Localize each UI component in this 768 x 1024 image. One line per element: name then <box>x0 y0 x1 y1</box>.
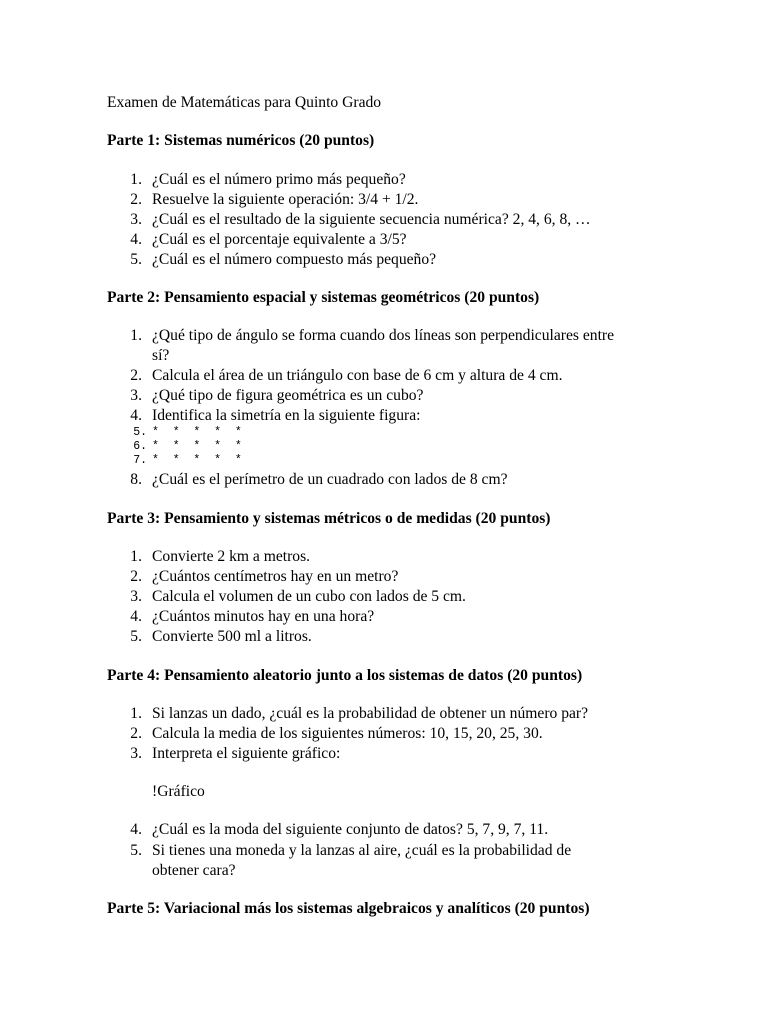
list-item: Si tienes una moneda y la lanzas al aire, ¿cuál es la probabilidad de <box>152 842 572 859</box>
list-item: ¿Cuántos minutos hay en una hora? <box>152 608 375 625</box>
list-item-number: 1. <box>130 171 142 188</box>
list-item: Interpreta el siguiente gráfico: <box>152 745 341 762</box>
list-item: Identifica la simetría en la siguiente figura: <box>152 407 421 424</box>
list-item-number: 3. <box>130 387 142 404</box>
list-item-continuation: sí? <box>152 347 170 364</box>
list-item-number: 3. <box>130 588 142 605</box>
part-5-heading: Parte 5: Variacional más los sistemas algebraicos y analíticos (20 puntos) <box>107 900 590 917</box>
list-item-number: 5. <box>130 628 142 645</box>
list-item: ¿Cuál es el número primo más pequeño? <box>152 171 406 188</box>
list-item: ¿Cuál es el porcentaje equivalente a 3/5? <box>152 231 407 248</box>
list-item-number: 5. <box>133 426 147 439</box>
list-item-number: 6. <box>133 440 147 453</box>
part-2-heading: Parte 2: Pensamiento espacial y sistemas geométricos (20 puntos) <box>107 289 540 306</box>
list-item: ¿Cuántos centímetros hay en un metro? <box>152 568 399 585</box>
list-item-number: 4. <box>130 407 142 424</box>
list-item-number: 7. <box>133 454 147 467</box>
symmetry-figure-row: * * * * * <box>152 440 242 453</box>
list-item-number: 2. <box>130 568 142 585</box>
list-item: Resuelve la siguiente operación: 3/4 + 1/2. <box>152 191 419 208</box>
list-item-number: 2. <box>130 725 142 742</box>
list-item-number: 1. <box>130 705 142 722</box>
list-item: Calcula la media de los siguientes números: 10, 15, 20, 25, 30. <box>152 725 543 742</box>
list-item-number: 2. <box>130 367 142 384</box>
list-item: ¿Cuál es la moda del siguiente conjunto de datos? 5, 7, 9, 7, 11. <box>152 821 549 838</box>
list-item-number: 4. <box>130 821 142 838</box>
list-item-number: 4. <box>130 231 142 248</box>
list-item-number: 8. <box>130 471 142 488</box>
list-item: Si lanzas un dado, ¿cuál es la probabilidad de obtener un número par? <box>152 705 589 722</box>
symmetry-figure-row: * * * * * <box>152 426 242 439</box>
list-item: Convierte 2 km a metros. <box>152 548 311 565</box>
part-4-heading: Parte 4: Pensamiento aleatorio junto a los sistemas de datos (20 puntos) <box>107 667 583 684</box>
list-item: ¿Qué tipo de figura geométrica es un cubo? <box>152 387 424 404</box>
part-1-heading: Parte 1: Sistemas numéricos (20 puntos) <box>107 132 375 149</box>
list-item-number: 1. <box>130 548 142 565</box>
part-3-heading: Parte 3: Pensamiento y sistemas métricos o de medidas (20 puntos) <box>107 510 551 527</box>
list-item: Convierte 500 ml a litros. <box>152 628 312 645</box>
symmetry-figure-row: * * * * * <box>152 454 242 467</box>
list-item-number: 3. <box>130 211 142 228</box>
list-item-number: 5. <box>130 842 142 859</box>
list-item: Calcula el área de un triángulo con base de 6 cm y altura de 4 cm. <box>152 367 563 384</box>
list-item: ¿Cuál es el número compuesto más pequeño? <box>152 251 437 268</box>
list-item: Calcula el volumen de un cubo con lados de 5 cm. <box>152 588 466 605</box>
graph-image-alt-text: !Gráfico <box>152 783 205 800</box>
list-item: ¿Cuál es el resultado de la siguiente secuencia numérica? 2, 4, 6, 8, … <box>152 211 591 228</box>
list-item: ¿Cuál es el perímetro de un cuadrado con lados de 8 cm? <box>152 471 508 488</box>
list-item-number: 4. <box>130 608 142 625</box>
list-item: ¿Qué tipo de ángulo se forma cuando dos líneas son perpendiculares entre <box>152 327 615 344</box>
list-item-number: 1. <box>130 327 142 344</box>
list-item-continuation: obtener cara? <box>152 862 236 879</box>
list-item-number: 2. <box>130 191 142 208</box>
list-item-number: 5. <box>130 251 142 268</box>
document-title: Examen de Matemáticas para Quinto Grado <box>107 94 382 111</box>
list-item-number: 3. <box>130 745 142 762</box>
